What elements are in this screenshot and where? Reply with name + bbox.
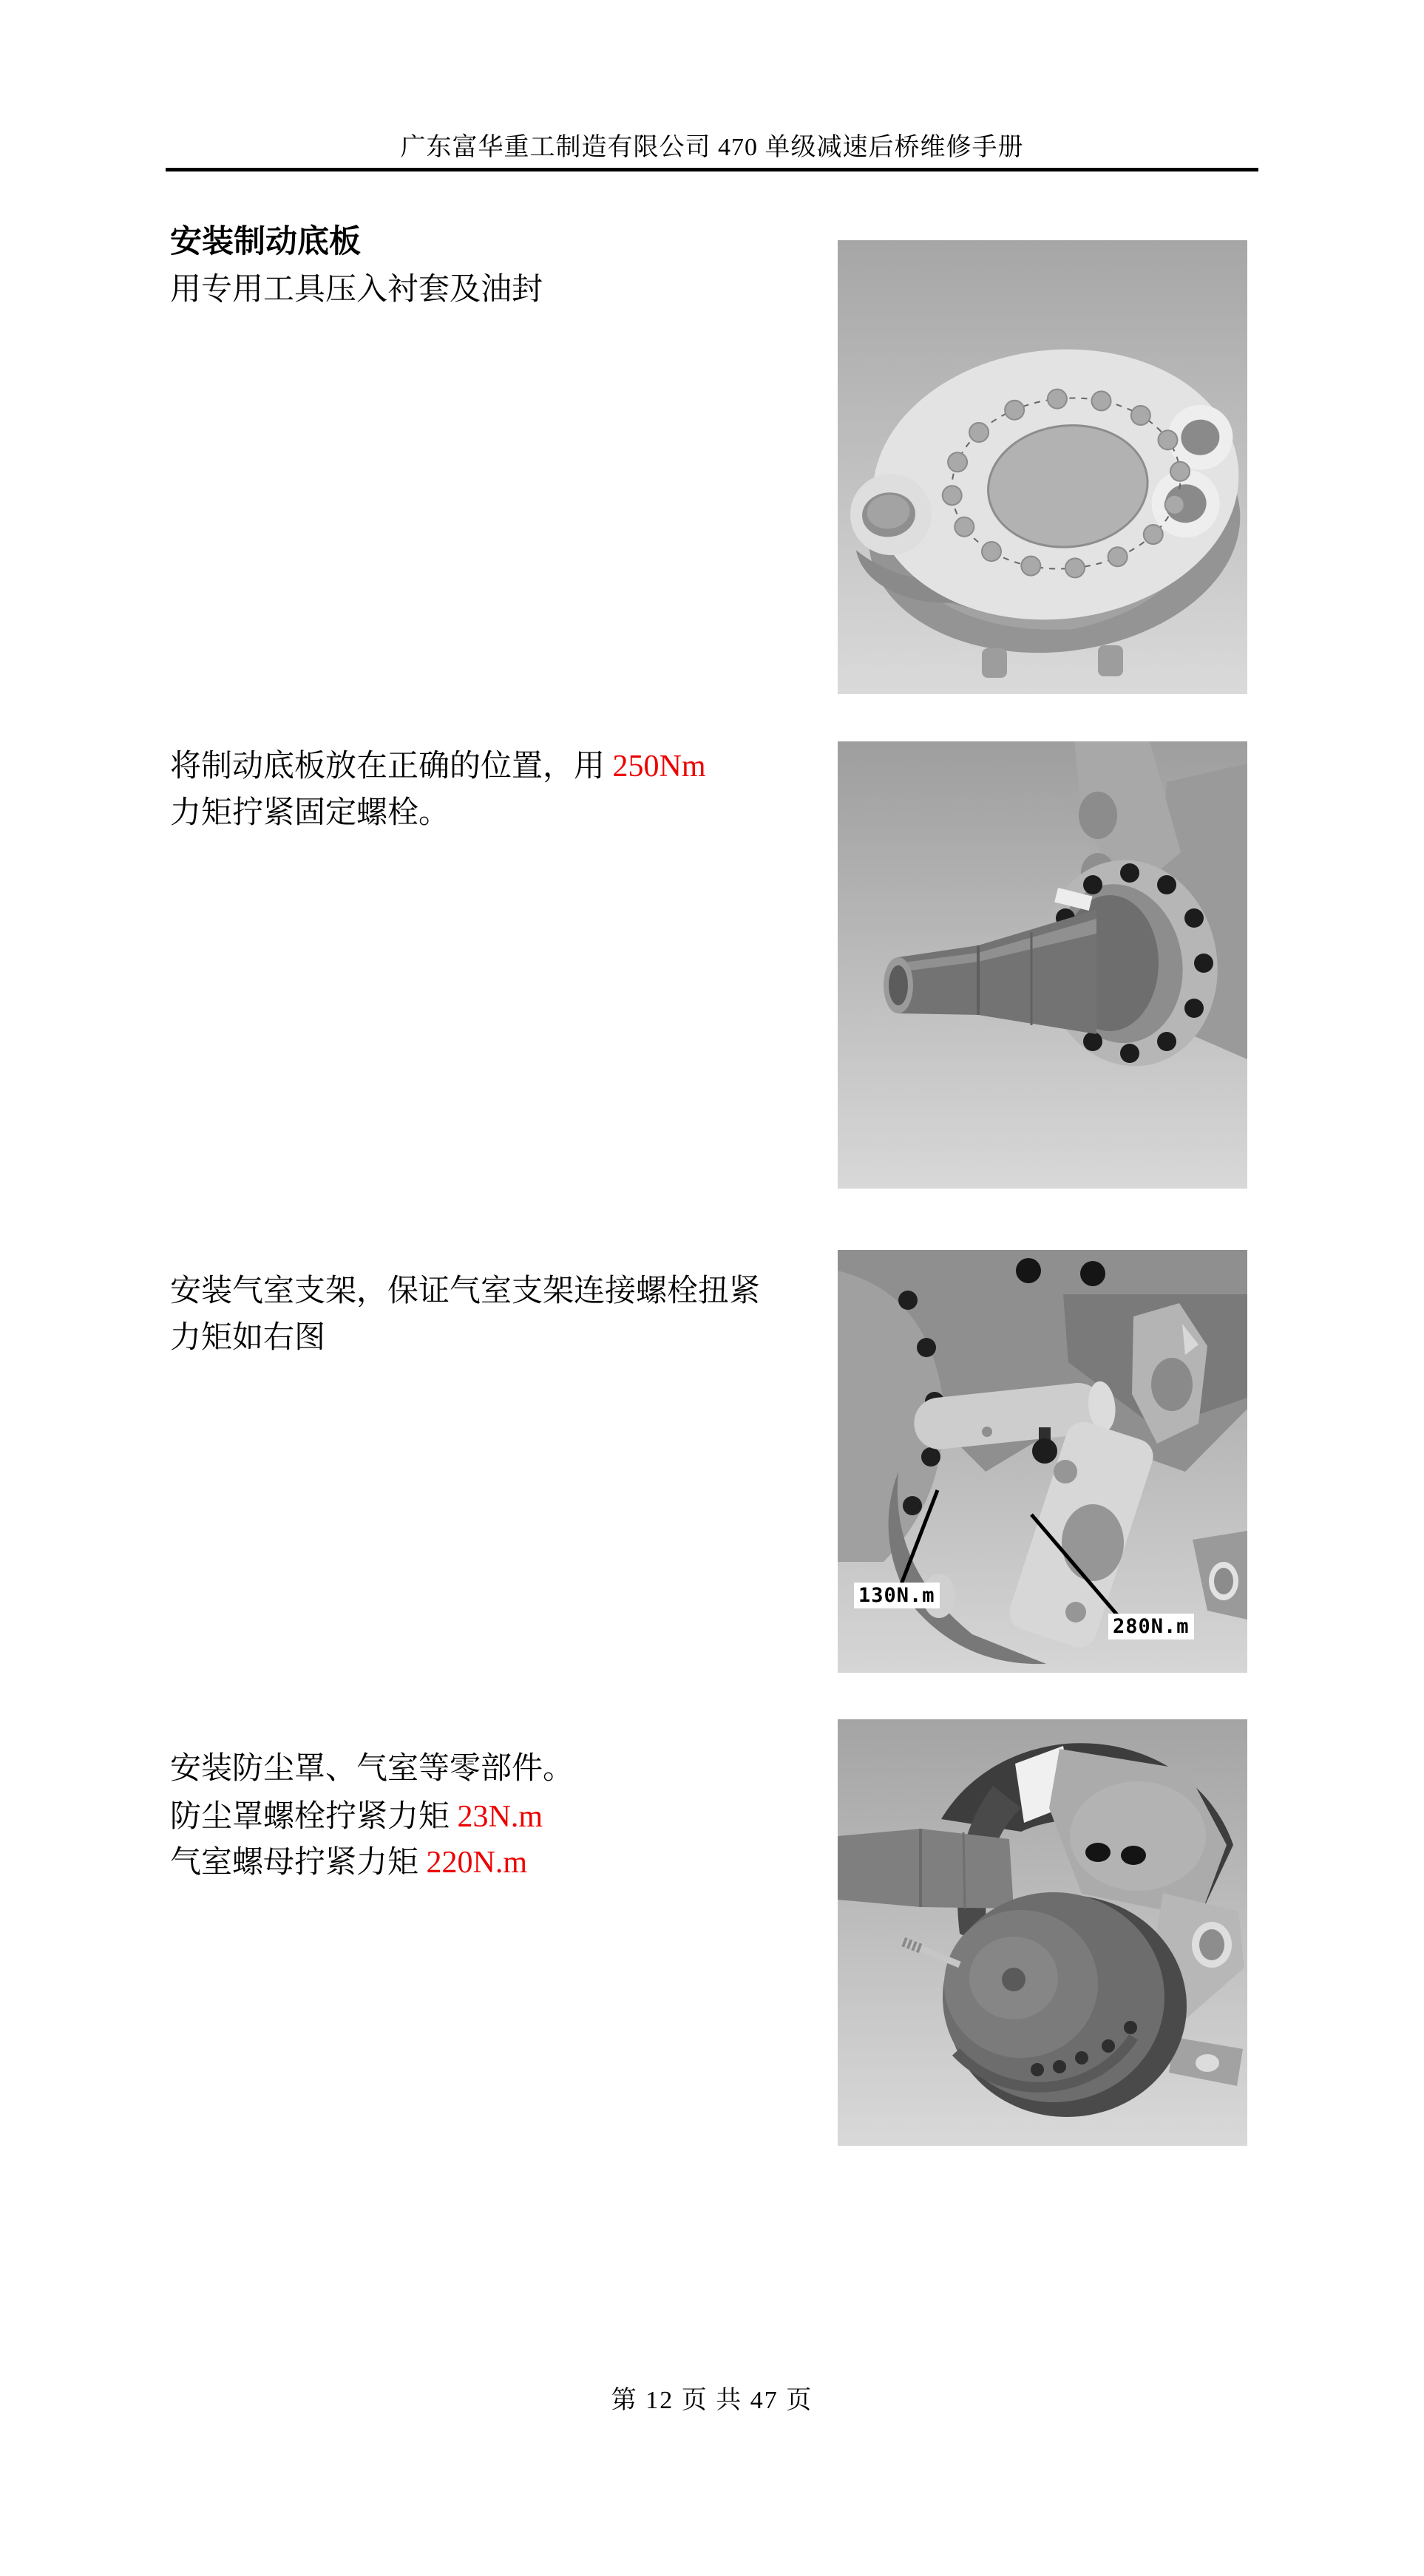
paragraph-chamber-nut-torque	[170, 1840, 828, 1886]
brake-spider-illustration	[838, 240, 1247, 694]
torque-value-23nm: 23N.m	[457, 1800, 543, 1834]
figure-brake-chamber-render	[838, 1719, 1247, 2146]
torque-value-250nm: 250Nm	[612, 750, 706, 784]
figure-axle-spindle-render	[838, 741, 1247, 1189]
torque-callout-130nm: 130N.m	[854, 1583, 940, 1608]
torque-value-220nm: 220N.m	[426, 1846, 528, 1880]
paragraph-install-chamber-bracket: 安装气室支架，保证气室支架连接螺栓扭紧	[170, 1274, 761, 1308]
paragraph-install-dust-cover: 安装防尘罩、气室等零部件。	[170, 1752, 574, 1786]
chamber-bracket-illustration	[838, 1250, 1247, 1673]
brake-chamber-illustration	[838, 1719, 1247, 2146]
paragraph-tighten-bolts: 力矩拧紧固定螺栓。	[170, 796, 450, 830]
paragraph-dust-cover-torque	[170, 1794, 828, 1841]
paragraph-place-brake-plate	[170, 744, 828, 790]
paragraph-dust-cover-torque-text: 防尘罩螺栓拧紧力矩	[170, 1800, 458, 1834]
paragraph-torque-as-figure: 力矩如右图	[170, 1321, 326, 1355]
paragraph-place-brake-plate-text: 将制动底板放在正确的位置，用	[170, 750, 613, 784]
axle-spindle-illustration	[838, 741, 1247, 1189]
paragraph-chamber-nut-torque-text: 气室螺母拧紧力矩	[170, 1846, 427, 1880]
figure-brake-spider-render	[838, 240, 1247, 694]
section-heading-install-brake-plate: 安装制动底板	[170, 224, 361, 259]
figure-chamber-bracket-render	[838, 1250, 1247, 1673]
header-title: 广东富华重工制造有限公司 470 单级减速后桥维修手册	[400, 134, 1024, 161]
torque-callout-280nm: 280N.m	[1108, 1614, 1194, 1639]
paragraph-press-bushing: 用专用工具压入衬套及油封	[170, 273, 543, 307]
header-rule	[166, 168, 1258, 171]
page-number: 第 12 页 共 47 页	[611, 2387, 813, 2414]
